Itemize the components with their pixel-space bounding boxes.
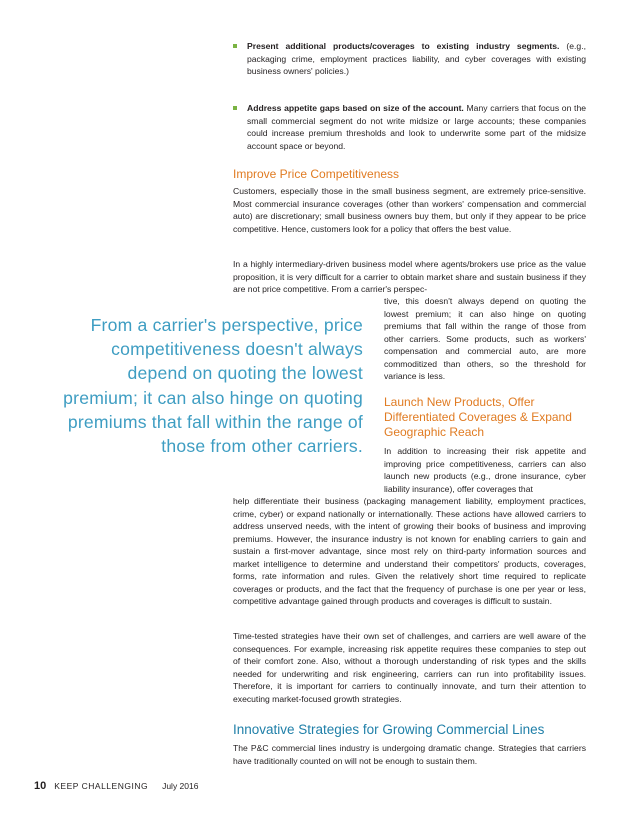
section-heading-innovative: Innovative Strategies for Growing Commercial Lines xyxy=(233,722,545,737)
price-paragraph-1: Customers, especially those in the small business segment, are extremely price-sensitive. Most commercial insurance coverages (other than workers' compensation and commercial auto) are discretionary; small business owners buy them, but only if they appear to be price competitive. Hence, customers look for a policy that offers the best value. xyxy=(233,186,586,234)
page-number: 10 xyxy=(34,780,47,792)
section-heading-launch: Launch New Products, Offer Differentiated Coverages & Expand Geographic Reach xyxy=(384,395,572,439)
publication-name: KEEP CHALLENGING xyxy=(54,781,149,791)
section-heading-price: Improve Price Competitiveness xyxy=(233,167,400,181)
bullet-lead: Address appetite gaps based on size of the account. xyxy=(247,103,464,113)
bullet-item xyxy=(233,40,586,78)
pull-quote: From a carrier's perspective, price competitiveness doesn't always depend on quoting the lowest premium; it can also hinge on quoting premiums that fall within the range of those from other carriers. xyxy=(63,315,363,457)
bullet-text: (e.g., packaging crime, employment practices liability, and cyber coverages with existing business owners' policies.) xyxy=(247,41,586,76)
publication-date: July 2016 xyxy=(162,781,199,791)
innovative-paragraph-1: The P&C commercial lines industry is undergoing dramatic change. Strategies that carriers have traditionally counted on will not be enough to sustain them. xyxy=(233,743,586,766)
launch-paragraph-1-cont: help differentiate their business (packaging management liability, employment practices, crime, cyber) or expand nationally or internationally. These actions have allowed carriers to address unserved needs, with the intent of growing their books of business and improving premiums. However, the insurance industry is not known for enabling carriers to gain and sustain a first-mover advantage, since most rely on third-party information sources and market intelligence to determine and understand their competitors' products, coverages, forms, rate information and rules. Given the relatively short time required to replicate coverages or products, and the fact that the frequency of purchase is one per year or less, competitive advantage gained through products and coverages is difficult to sustain. xyxy=(233,496,586,606)
bullet-item xyxy=(233,102,586,152)
price-paragraph-2-start: In a highly intermediary-driven business model where agents/brokers use price as the value proposition, it is very difficult for a carrier to obtain market share and sustain business if they are not price competitive. From a carrier's perspec- xyxy=(233,259,586,294)
bullet-text: Many carriers that focus on the small commercial segment do not write midsize or large accounts; these companies could increase premium thresholds and look to underwrite some part of the midsize account space or beyond. xyxy=(247,103,586,151)
bullet-lead: Present additional products/coverages to existing industry segments. xyxy=(247,41,560,51)
price-paragraph-2-cont: tive, this doesn't always depend on quoting the lowest premium; it can also hinge on quoting premiums that fall within the range of those from other carriers. Some products, such as workers' compensation and commercial auto, are more commoditized than others, so the threshold for variance is less. xyxy=(384,296,586,381)
launch-paragraph-2: Time-tested strategies have their own set of challenges, and carriers are well aware of the consequences. For example, increasing risk appetite requires these companies to step out of their comfort zone. Also, without a thorough understanding of risk types and the skills needed for underwriting and risk engineering, carriers can run into profitability issues. Therefore, it is important for carriers to continually innovate, and turn their attention to executing market-focused growth strategies. xyxy=(233,631,586,704)
bullet-dot-icon xyxy=(233,44,237,48)
page-footer xyxy=(34,780,198,792)
launch-paragraph-1-start: In addition to increasing their risk appetite and improving price competitiveness, carriers can also launch new products (e.g., drone insurance, cyber liability insurance), offer coverages that xyxy=(384,446,586,494)
bullet-dot-icon xyxy=(233,106,237,110)
